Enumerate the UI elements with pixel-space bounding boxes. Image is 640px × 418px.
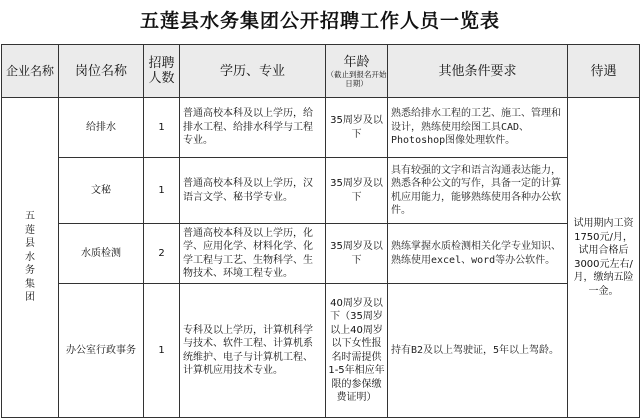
header-company: 企业名称 — [2, 45, 59, 98]
table-row — [2, 224, 640, 284]
header-other: 其他条件要求 — [388, 45, 568, 98]
count-cell: 1 — [144, 98, 180, 158]
age-cell: 35周岁及以下 — [326, 158, 388, 224]
position-cell: 水质检测 — [59, 224, 144, 284]
company-char: 集 — [25, 278, 35, 290]
count-cell: 1 — [144, 158, 180, 224]
recruitment-table — [1, 44, 640, 418]
position-cell: 办公室行政事务 — [59, 284, 144, 418]
header-education: 学历、专业 — [180, 45, 326, 98]
benefit-cell: 试用期内工资1750元/月，试用合格后3000元左右/月，缴纳五险一金。 — [568, 98, 640, 418]
company-char: 团 — [25, 292, 35, 304]
company-char: 务 — [25, 265, 35, 277]
age-cell: 35周岁及以下 — [326, 224, 388, 284]
count-cell: 1 — [144, 284, 180, 418]
company-char: 水 — [25, 251, 35, 263]
table-row — [2, 158, 640, 224]
position-cell: 给排水 — [59, 98, 144, 158]
company-char: 五 — [25, 211, 35, 223]
education-cell: 普通高校本科及以上学历，给排水工程、给排水科学与工程专业。 — [180, 98, 326, 158]
page-title: 五莲县水务集团公开招聘工作人员一览表 — [139, 10, 500, 32]
company-char: 莲 — [25, 224, 35, 236]
count-cell: 2 — [144, 224, 180, 284]
header-position: 岗位名称 — [59, 45, 144, 98]
header-age-note: （截止到报名开始日期） — [326, 69, 387, 88]
header-age-cell — [326, 45, 388, 98]
company-char: 县 — [25, 238, 35, 250]
table-row — [2, 98, 640, 158]
other-requirements-cell: 熟练掌握水质检测相关化学专业知识、熟练使用excel、word等办公软件。 — [388, 224, 568, 284]
other-requirements-cell: 持有B2及以上驾驶证，5年以上驾龄。 — [388, 284, 568, 418]
education-cell: 专科及以上学历，计算机科学与技术、软件工程、计算机系统维护、电子与计算机工程、计算机应用技术专业。 — [180, 284, 326, 418]
header-count: 招聘人数 — [144, 45, 180, 98]
education-cell: 普通高校本科及以上学历，汉语言文学、秘书学专业。 — [180, 158, 326, 224]
table-row — [2, 284, 640, 418]
other-requirements-cell: 熟悉给排水工程的工艺、施工、管理和设计，熟练使用绘图工具CAD、Photoshop图像处理软件。 — [388, 98, 568, 158]
header-row — [2, 45, 640, 98]
header-benefit: 待遇 — [568, 45, 640, 98]
age-cell: 40周岁及以下（35周岁以上40周岁以下女性报名时需提供1-5年相应年限的参保缴费证明） — [326, 284, 388, 418]
company-name-cell — [2, 98, 59, 418]
age-cell: 35周岁及以下 — [326, 98, 388, 158]
other-requirements-cell: 具有较强的文字和语言沟通表达能力，熟悉各种公文的写作，具备一定的计算机应用能力，能够熟练使用各种办公软件。 — [388, 158, 568, 224]
header-age: 年龄 — [343, 54, 370, 70]
position-cell: 文秘 — [59, 158, 144, 224]
education-cell: 普通高校本科及以上学历，化学、应用化学、材料化学、化学工程与工艺、生物科学、生物技术、环境工程专业。 — [180, 224, 326, 284]
